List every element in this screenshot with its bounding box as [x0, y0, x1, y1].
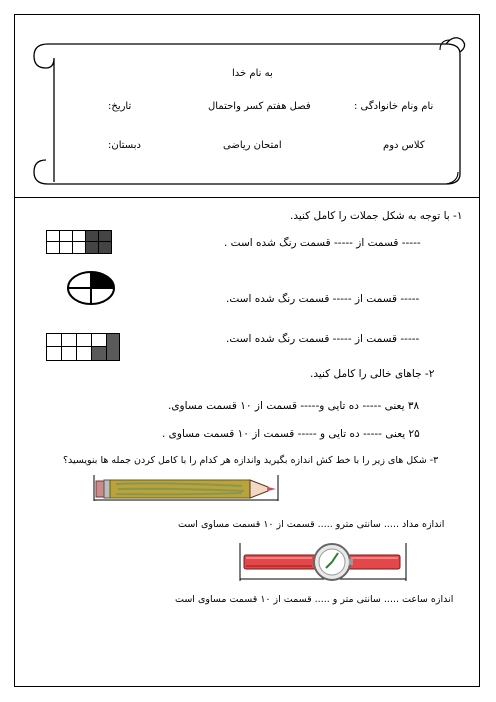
fraction-circle-icon — [66, 270, 116, 306]
date-label: تاریخ: — [108, 101, 132, 112]
q3-watch-line: اندازه ساعت ..... سانتی متر و ..... قسمت از ۱۰ قسمت مساوی است — [175, 594, 454, 605]
bismillah: به نام خدا — [232, 68, 273, 79]
q2-line-2: ۲۵ یعنی ----- ده تایی و ----- قسمت از ۱۰ قسمت مساوی . — [162, 428, 420, 440]
pencil-icon — [92, 473, 282, 503]
q2-line-1: ۳۸ یعنی ----- ده تایی و----- قسمت از ۱۰ قسمت مساوی. — [168, 400, 420, 412]
q1-line-1: ----- قسمت از ----- قسمت رنگ شده است . — [224, 237, 421, 249]
q1-line-3: ----- قسمت از ----- قسمت رنگ شده است. — [226, 333, 420, 345]
q3-title: ۳- شکل های زیر را با خط کش اندازه بگیرید واندازه هر کدام را با کامل کردن جمله ها بنویسید؟ — [63, 455, 439, 466]
fraction-grid-2 — [46, 333, 120, 361]
q1-title: ۱- با توجه به شکل جملات را کامل کنید. — [290, 210, 463, 222]
q2-title: ۲- جاهای خالی را کامل کنید. — [310, 368, 435, 380]
q1-line-2: ----- قسمت از ----- قسمت رنگ شده است. — [226, 293, 420, 305]
school-label: دبستان: — [108, 140, 141, 151]
header-divider — [14, 197, 480, 198]
class-label: کلاس دوم — [383, 140, 425, 151]
fraction-grid-1 — [46, 230, 112, 254]
exam-title: امتحان ریاضی — [223, 140, 282, 151]
chapter-title: فصل هفتم کسر واحتمال — [208, 101, 311, 112]
watch-icon — [238, 541, 410, 583]
name-label: نام ونام خانوادگی : — [354, 101, 434, 112]
q3-pencil-line: اندازه مداد ..... سانتی مترو ..... قسمت از ۱۰ قسمت مساوی است — [178, 519, 445, 530]
